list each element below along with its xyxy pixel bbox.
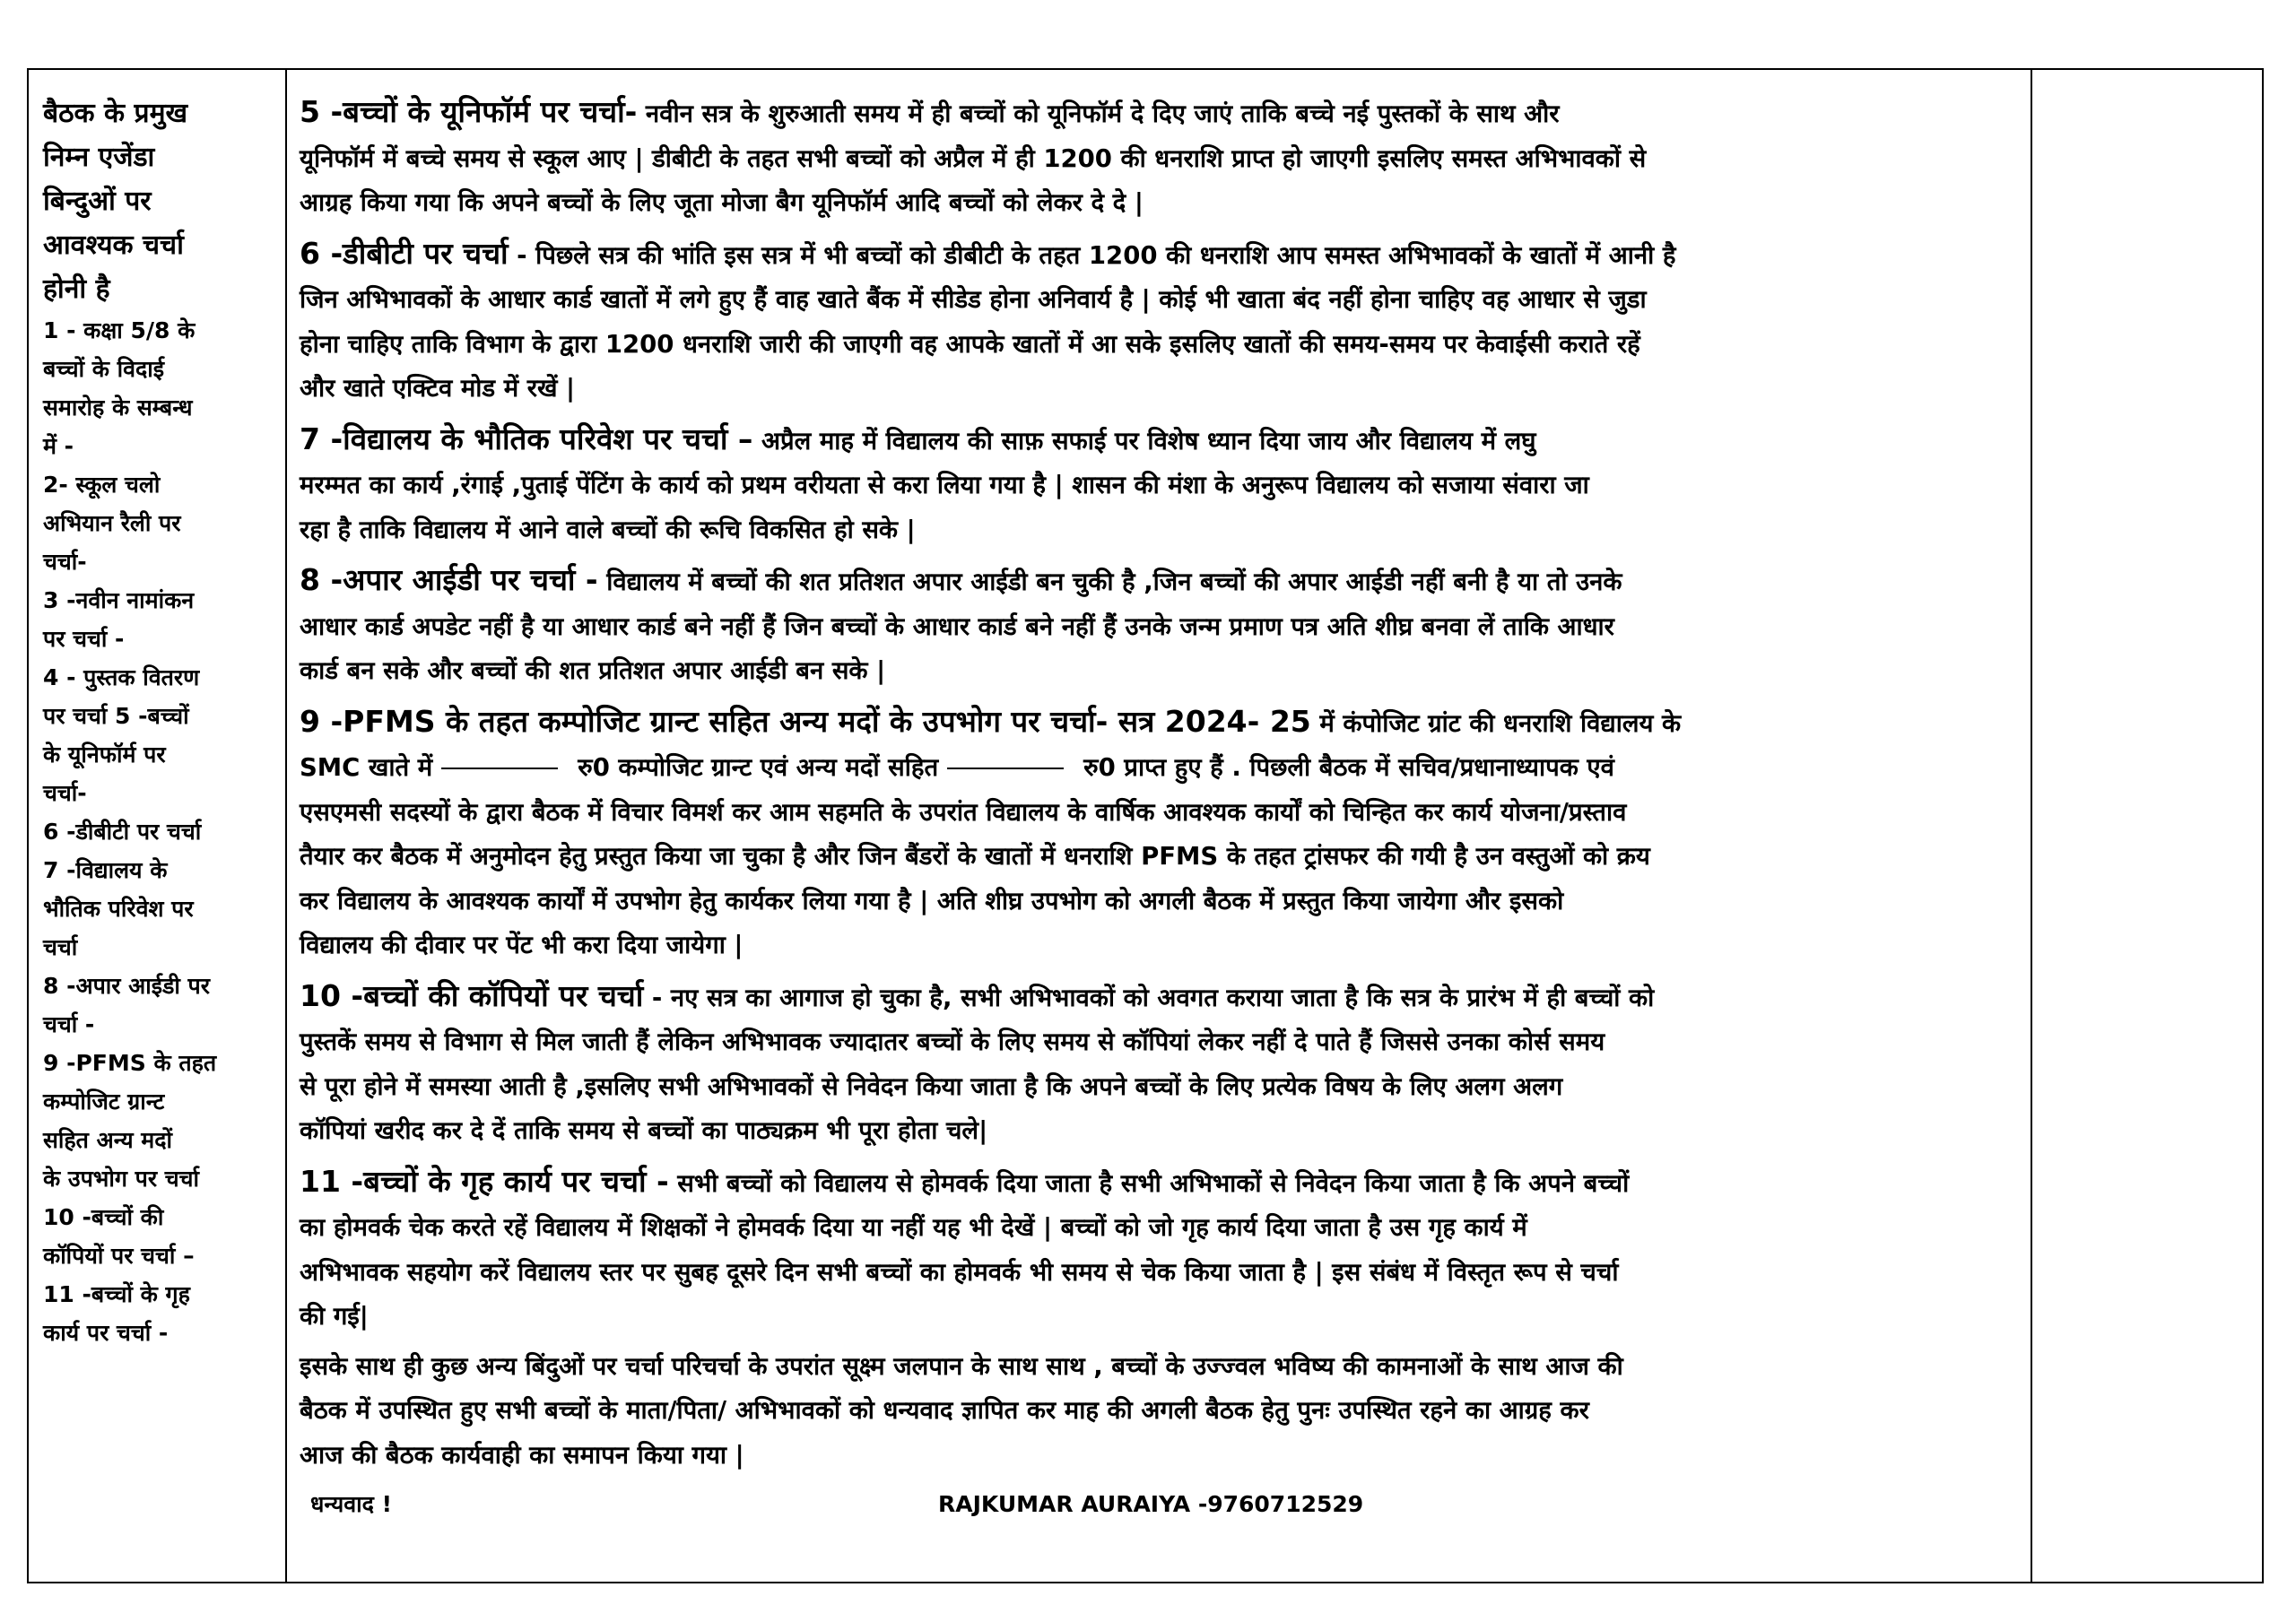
agenda-item-line: चर्चा- — [43, 780, 87, 806]
text-line: अप्रैल माह में विद्यालय की साफ़ सफाई पर विशेष ध्यान दिया जाय और विद्यालय में लघु — [752, 426, 1536, 455]
agenda-item-line: कार्य पर चर्चा - — [43, 1320, 169, 1346]
agenda-item-line: के उपभोग पर चर्चा — [43, 1166, 199, 1192]
section-heading: 10 -बच्चों की कॉपियों पर चर्चा — [300, 977, 644, 1013]
section-heading: 8 -अपार आईडी पर चर्चा - — [300, 562, 598, 597]
section-physical-environment — [300, 417, 2020, 553]
agenda-item-line: अभियान रैली पर — [43, 510, 181, 536]
agenda-item-line: 7 -विद्यालय के — [43, 857, 168, 883]
agenda-item-list — [43, 311, 276, 1352]
section-heading: 9 -PFMS के तहत कम्पोजिट ग्रान्ट सहित अन्य मदों के उपभोग पर चर्चा- सत्र 2024- 25 — [300, 703, 1311, 739]
text-line: पुस्तकें समय से विभाग से मिल जाती हैं लेकिन अभिभावक ज्यादातर बच्चों के लिए समय से कॉपियां लेकर नहीं दे पाते हैं जिससे उनका कोर्स समय — [300, 1028, 1605, 1056]
text-line: बैठक में उपस्थित हुए सभी बच्चों के माता/पिता/ अभिभावकों को धन्यवाद ज्ञापित कर माह की अगली बैठक हेतु पुनः उपस्थित रहने का आग्रह कर — [300, 1396, 1589, 1425]
agenda-item-line: 8 -अपार आईडी पर — [43, 973, 210, 999]
agenda-heading-line: होनी है — [43, 273, 110, 305]
section-pfms-composite-grant — [300, 699, 2020, 968]
text-line: एसएमसी सदस्यों के द्वारा बैठक में विचार विमर्श कर आम सहमति के उपरांत विद्यालय के वार्षिक आवश्यक कार्यों को चिन्हित कर कार्य योजना/प्रस्ताव — [300, 797, 1627, 827]
text-line: तैयार कर बैठक में अनुमोदन हेतु प्रस्तुत किया जा चुका है और जिन बैंडरों के खातों में धनराशि PFMS के तहत ट्रांसफर की गयी है उन वस्तुओं को क्रय — [300, 842, 1650, 871]
section-apaar-id — [300, 558, 2020, 694]
discussion-column — [287, 70, 2032, 1582]
section-heading: 6 -डीबीटी पर चर्चा — [300, 235, 509, 271]
agenda-heading — [43, 91, 276, 311]
agenda-item-line: के यूनिफॉर्म पर — [43, 742, 166, 768]
text-line: होना चाहिए ताकि विभाग के द्वारा 1200 धनराशि जारी की जाएगी वह आपके खातों में आ सके इसलिए खातों की समय-समय पर केवाईसी कराते रहें — [300, 329, 1640, 359]
text-line: इसके साथ ही कुछ अन्य बिंदुओं पर चर्चा परिचर्चा के उपरांत सूक्ष्म जलपान के साथ साथ , बच्चों के उज्ज्वल भविष्य की कामनाओं के साथ आज की — [300, 1351, 1623, 1381]
signature-row — [300, 1481, 2020, 1528]
text-line: - नए सत्र का आगाज हो चुका है, सभी अभिभावकों को अवगत कराया जाता है कि सत्र के प्रारंभ में ही बच्चों को — [643, 983, 1655, 1012]
text-line: - पिछले सत्र की भांति इस सत्र में भी बच्चों को डीबीटी के तहत 1200 की धनराशि आप समस्त अभिभावकों के खातों में आनी है — [508, 240, 1676, 270]
agenda-item-line: चर्चा — [43, 934, 78, 960]
agenda-item-line: चर्चा- — [43, 549, 87, 575]
text-line: से पूरा होने में समस्या आती है ,इसलिए सभी अभिभावकों से निवेदन किया जाता है कि अपने बच्चों के लिए प्रत्येक विषय के लिए अलग अलग — [300, 1071, 1563, 1101]
section-uniform — [300, 90, 2020, 226]
agenda-item-line: में - — [43, 433, 74, 459]
text-line: मरम्मत का कार्य ,रंगाई ,पुताई पेंटिंग के कार्य को प्रथम वरीयता से करा लिया गया है | शासन की मंशा के अनुरूप विद्यालय को सजाया संवारा जा — [300, 471, 1589, 499]
agenda-item-line: भौतिक परिवेश पर — [43, 896, 194, 922]
text-line: अभिभावक सहयोग करें विद्यालय स्तर पर सुबह दूसरे दिन सभी बच्चों का होमवर्क भी समय से चेक किया जाता है | इस संबंध में विस्तृत रूप से चर्चा — [300, 1257, 1619, 1287]
section-heading: 7 -विद्यालय के भौतिक परिवेश पर चर्चा – — [300, 421, 753, 456]
text-line: आज की बैठक कार्यवाही का समापन किया गया | — [300, 1440, 744, 1470]
section-dbt — [300, 231, 2020, 412]
amount-blank-line — [441, 768, 558, 769]
agenda-item-line: पर चर्चा - — [43, 626, 125, 652]
signature-text: RAJKUMAR AURAIYA -9760712529 — [938, 1491, 1364, 1517]
amount-blank-line — [947, 768, 1064, 769]
text-line: और खाते एक्टिव मोड में रखें | — [300, 374, 576, 403]
agenda-item-line: 2- स्कूल चलो — [43, 472, 161, 498]
text-line: की गई| — [300, 1302, 369, 1331]
text-line: का होमवर्क चेक करते रहें विद्यालय में शिक्षकों ने होमवर्क दिया या नहीं यह भी देखें | बच्चों को जो गृह कार्य दिया जाता है उस गृह कार्य में — [300, 1213, 1527, 1242]
section-homework — [300, 1159, 2020, 1340]
text-line: विद्यालय में बच्चों की शत प्रतिशत अपार आईडी बन चुकी है ,जिन बच्चों की अपार आईडी नहीं बनी है या तो उनके — [597, 568, 1622, 596]
agenda-heading-line: बिन्दुओं पर — [43, 186, 152, 217]
agenda-item-line: कॉपियों पर चर्चा – — [43, 1243, 195, 1269]
agenda-item-line: सहित अन्य मदों — [43, 1127, 172, 1153]
text-line: विद्यालय की दीवार पर पेंट भी करा दिया जायेगा | — [300, 931, 744, 959]
text-segment: SMC खाते में — [300, 753, 433, 782]
agenda-item-line: कम्पोजिट ग्रान्ट — [43, 1089, 165, 1115]
text-segment: रु0 कम्पोजिट ग्रान्ट एवं अन्य मदों सहित — [578, 753, 939, 782]
agenda-item-line: 11 -बच्चों के गृह — [43, 1281, 190, 1307]
agenda-item-line: 6 -डीबीटी पर चर्चा — [43, 819, 202, 845]
agenda-item-line: 10 -बच्चों की — [43, 1204, 164, 1230]
text-line: जिन अभिभावकों के आधार कार्ड खातों में लगे हुए हैं वाह खाते बैंक में सीडेड होना अनिवार्य है | कोई भी खाता बंद नहीं होना चाहिए वह आधार से जुडा — [300, 285, 1647, 314]
text-segment: रु0 प्राप्त हुए हैं . पिछली बैठक में सचिव/प्रधानाध्यापक एवं — [1083, 753, 1614, 782]
agenda-item-line: समारोह के सम्बन्ध — [43, 395, 193, 421]
section-copies — [300, 974, 2020, 1154]
agenda-heading-line: निम्न एजेंडा — [43, 142, 155, 173]
agenda-item-line: 1 - कक्षा 5/8 के — [43, 317, 196, 343]
text-line: आग्रह किया गया कि अपने बच्चों के लिए जूता मोजा बैग यूनिफॉर्म आदि बच्चों को लेकर दे दे | — [300, 188, 1144, 217]
text-line: कार्ड बन सके और बच्चों की शत प्रतिशत अपार आईडी बन सके | — [300, 656, 886, 685]
text-line: नवीन सत्र के शुरुआती समय में ही बच्चों को यूनिफॉर्म दे दिए जाएं ताकि बच्चे नई पुस्तकों के साथ और — [637, 100, 1560, 128]
section-heading: 11 -बच्चों के गृह कार्य पर चर्चा - — [300, 1163, 669, 1199]
text-line: सभी बच्चों को विद्यालय से होमवर्क दिया जाता है सभी अभिभाकों से निवेदन किया जाता है कि अपने बच्चों — [668, 1168, 1630, 1198]
text-line: आधार कार्ड अपडेट नहीं है या आधार कार्ड बने नहीं हैं जिन बच्चों के आधार कार्ड बने नहीं हैं उनके जन्म प्रमाण पत्र अति शीघ्र बनवा लें ताकि आधार — [300, 612, 1614, 641]
agenda-table — [27, 68, 2264, 1583]
agenda-item-line: 3 -नवीन नामांकन — [43, 587, 195, 613]
text-line: यूनिफॉर्म में बच्चे समय से स्कूल आए | डीबीटी के तहत सभी बच्चों को अप्रैल में ही 1200 की धनराशि प्राप्त हो जाएगी इसलिए समस्त अभिभावकों से — [300, 143, 1647, 173]
agenda-heading-line: बैठक के प्रमुख — [43, 98, 188, 129]
remarks-column — [2032, 70, 2262, 1582]
agenda-item-line: चर्चा - — [43, 1011, 95, 1037]
text-line: में कंपोजिट ग्रांट की धनराशि विद्यालय के — [1310, 708, 1682, 738]
agenda-item-line: बच्चों के विदाई — [43, 356, 165, 382]
text-line: रहा है ताकि विद्यालय में आने वाले बच्चों की रूचि विकसित हो सके | — [300, 515, 916, 544]
agenda-heading-line: आवश्यक चर्चा — [43, 230, 184, 261]
closing-paragraph — [300, 1345, 2020, 1479]
agenda-item-line: पर चर्चा 5 -बच्चों — [43, 703, 189, 729]
thanks-text: धन्यवाद ! — [310, 1491, 393, 1517]
agenda-item-line: 9 -PFMS के तहत — [43, 1050, 217, 1076]
section-heading: 5 -बच्चों के यूनिफॉर्म पर चर्चा- — [300, 94, 638, 129]
text-line: कॉपियां खरीद कर दे दें ताकि समय से बच्चों का पाठ्यक्रम भी पूरा होता चले| — [300, 1116, 988, 1145]
text-line: कर विद्यालय के आवश्यक कार्यों में उपभोग हेतु कार्यकर लिया गया है | अति शीघ्र उपभोग को अगली बैठक में प्रस्तुत किया जायेगा और इसको — [300, 886, 1564, 915]
agenda-item-line: 4 - पुस्तक वितरण — [43, 664, 200, 690]
agenda-points-column — [29, 70, 287, 1582]
